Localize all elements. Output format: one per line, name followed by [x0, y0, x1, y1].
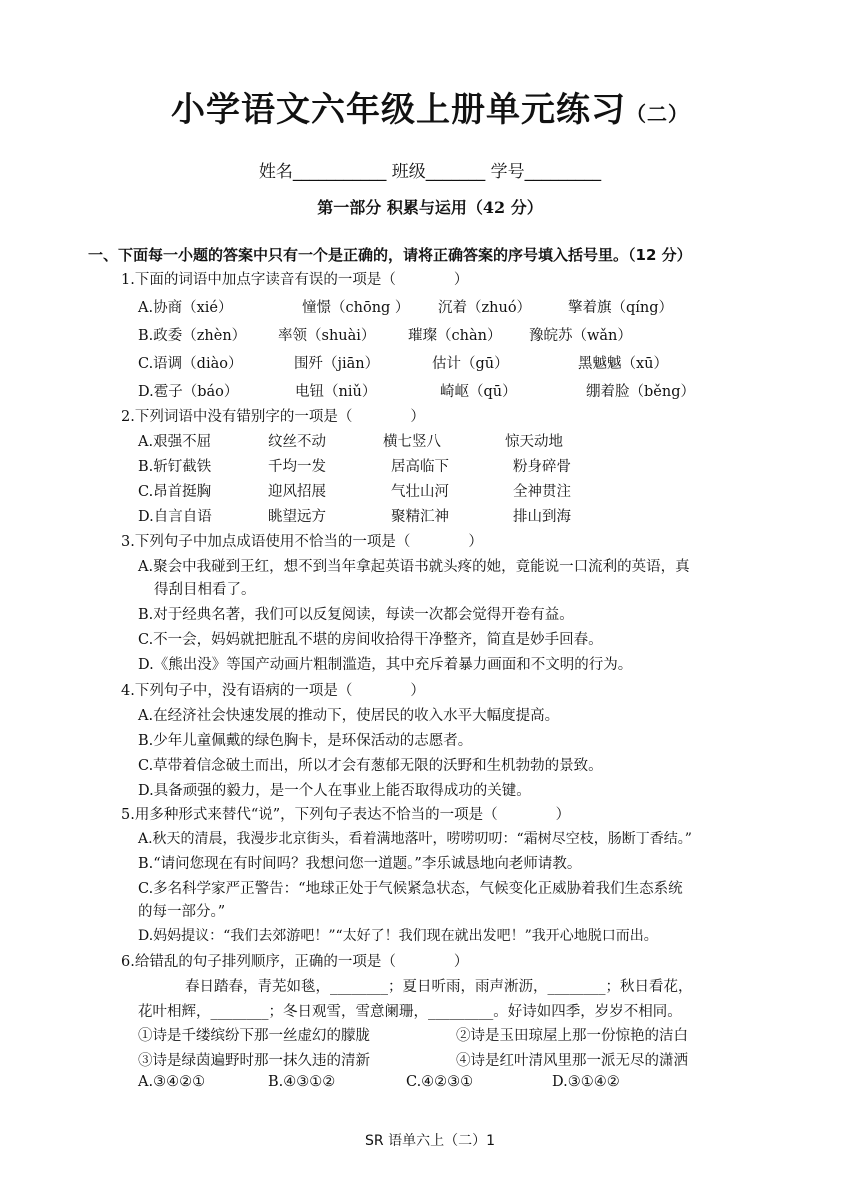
q2-option-b2: 千均一发	[268, 459, 326, 475]
q6-passage-line2: 花叶相辉，________；冬日观雪，雪意阑珊，_________。好诗如四季，岁岁不相同。	[138, 1004, 682, 1020]
q5-option-d: D.妈妈提议：“我们去郊游吧！”“太好了！我们现在就出发吧！”我开心地脱口而出。	[138, 928, 658, 944]
q2-option-a1: A.艰强不屈	[138, 434, 212, 450]
q4-option-d: D.具备顽强的毅力，是一个人在事业上能否取得成功的关键。	[138, 783, 531, 799]
q1-option-b2: 率领（shuài）	[278, 328, 376, 344]
q2-option-d2: 眺望远方	[268, 509, 326, 525]
q4-option-c: C.草带着信念破土而出，所以才会有葱郁无限的沃野和生机勃勃的景致。	[138, 758, 603, 774]
q2-option-c3: 气壮山河	[391, 484, 449, 500]
q2-option-a4: 惊天动地	[505, 434, 563, 450]
q1-option-d4: 绷着脸（běng）	[586, 384, 695, 400]
q6-sentence-4: ④诗是红叶清风里那一派无尽的潇洒	[456, 1053, 688, 1069]
q2-option-a2: 纹丝不动	[268, 434, 326, 450]
q2-stem: 2.下列词语中没有错别字的一项是（ ）	[121, 409, 425, 425]
q5-option-c-cont: 的每一部分。”	[138, 904, 226, 920]
q1-option-d1: D.雹子（báo）	[138, 384, 239, 400]
q2-option-d3: 聚精汇神	[391, 509, 449, 525]
q1-option-a4: 擎着旗（qíng）	[568, 300, 674, 316]
q1-option-a1: A.协商（xié）	[138, 300, 233, 316]
q6-sentence-2: ②诗是玉田琼屋上那一份惊艳的洁白	[456, 1028, 688, 1044]
q1-option-a3: 沉着（zhuó）	[438, 300, 532, 316]
q3-option-d: D.《熊出没》等国产动画片粗制滥造，其中充斥着暴力画面和不文明的行为。	[138, 657, 633, 673]
q1-stem: 1.下面的词语中加点字读音有误的一项是（ ）	[121, 272, 469, 288]
q2-option-b4: 粉身碎骨	[513, 459, 571, 475]
q5-option-b: B.“请问您现在有时间吗？我想问您一道题。”李乐诚恳地向老师请教。	[138, 856, 582, 872]
q2-option-a3: 横七竖八	[383, 434, 441, 450]
q5-option-c: C.多名科学家严正警告：“地球正处于气候紧急状态，气候变化正威胁着我们生态系统	[138, 881, 683, 897]
q1-option-c2: 围歼（jiān）	[294, 356, 380, 372]
q2-option-d4: 排山到海	[513, 509, 571, 525]
q3-option-b: B.对于经典名著，我们可以反复阅读，每读一次都会觉得开卷有益。	[138, 607, 574, 623]
q4-option-b: B.少年儿童佩戴的绿色胸卡，是环保活动的志愿者。	[138, 733, 473, 749]
q1-option-d2: 电钮（niǔ）	[295, 384, 377, 400]
section-heading: 一、下面每一小题的答案中只有一个是正确的，请将正确答案的序号填入括号里。（12 分）	[88, 246, 692, 264]
q3-option-a-cont: 得刮目相看了。	[154, 582, 256, 598]
q6-option-b: B.④③①②	[268, 1074, 336, 1090]
q5-option-a: A.秋天的清晨，我漫步北京街头，看着满地落叶，唠唠叨叨：“霜树尽空枝，肠断丁香结。”	[138, 831, 692, 847]
q6-stem: 6.给错乱的句子排列顺序，正确的一项是（ ）	[121, 954, 469, 970]
q5-stem: 5.用多种形式来替代“说”，下列句子表达不恰当的一项是（ ）	[121, 807, 571, 823]
q6-option-a: A.③④②①	[138, 1074, 206, 1090]
q1-option-b3: 璀璨（chàn）	[408, 328, 502, 344]
q1-option-c4: 黑魆魆（xū）	[578, 356, 669, 372]
q2-option-d1: D.自言自语	[138, 509, 212, 525]
q4-option-a: A.在经济社会快速发展的推动下，使居民的收入水平大幅度提高。	[138, 708, 560, 724]
q3-option-c: C.不一会，妈妈就把脏乱不堪的房间收拾得干净整齐，简直是妙手回春。	[138, 632, 603, 648]
q1-option-a2: 憧憬（chōng ）	[302, 300, 410, 316]
q4-stem: 4.下列句子中，没有语病的一项是（ ）	[121, 683, 425, 699]
part-title: 第一部分 积累与运用（42 分）	[317, 198, 543, 217]
q6-option-d: D.③①④②	[552, 1074, 620, 1090]
q2-option-b3: 居高临下	[391, 459, 449, 475]
q1-option-b4: 豫皖苏（wǎn）	[529, 328, 632, 344]
q1-option-c1: C.语调（diào）	[138, 356, 243, 372]
q1-option-b1: B.政委（zhèn）	[138, 328, 247, 344]
title-suffix: （二）	[626, 102, 689, 126]
q6-sentence-1: ①诗是千缕缤纷下那一丝虚幻的朦胧	[138, 1028, 370, 1044]
page-title: 小学语文六年级上册单元练习（二）	[171, 90, 689, 130]
q2-option-c4: 全神贯注	[513, 484, 571, 500]
q1-option-c3: 估计（gū）	[432, 356, 509, 372]
q6-option-c: C.④②③①	[406, 1074, 474, 1090]
q6-passage-line1: 春日踏春，青芜如毯，________；夏日听雨，雨声淅沥，________；秋日看花，	[185, 979, 693, 995]
q1-option-d3: 崎岖（qū）	[440, 384, 517, 400]
q3-option-a: A.聚会中我碰到王红，想不到当年拿起英语书就头疼的她，竟能说一口流利的英语，真	[138, 559, 690, 575]
q6-sentence-3: ③诗是绿茵遍野时那一抹久违的清新	[138, 1053, 370, 1069]
page-footer: SR 语单六上（二）1	[365, 1133, 495, 1149]
q2-option-b1: B.斩钉截铁	[138, 459, 212, 475]
student-info: 姓名___________ 班级_______ 学号_________	[258, 162, 602, 182]
q2-option-c2: 迎风招展	[268, 484, 326, 500]
q3-stem: 3.下列句子中加点成语使用不恰当的一项是（ ）	[121, 534, 483, 550]
q2-option-c1: C.昂首挺胸	[138, 484, 212, 500]
